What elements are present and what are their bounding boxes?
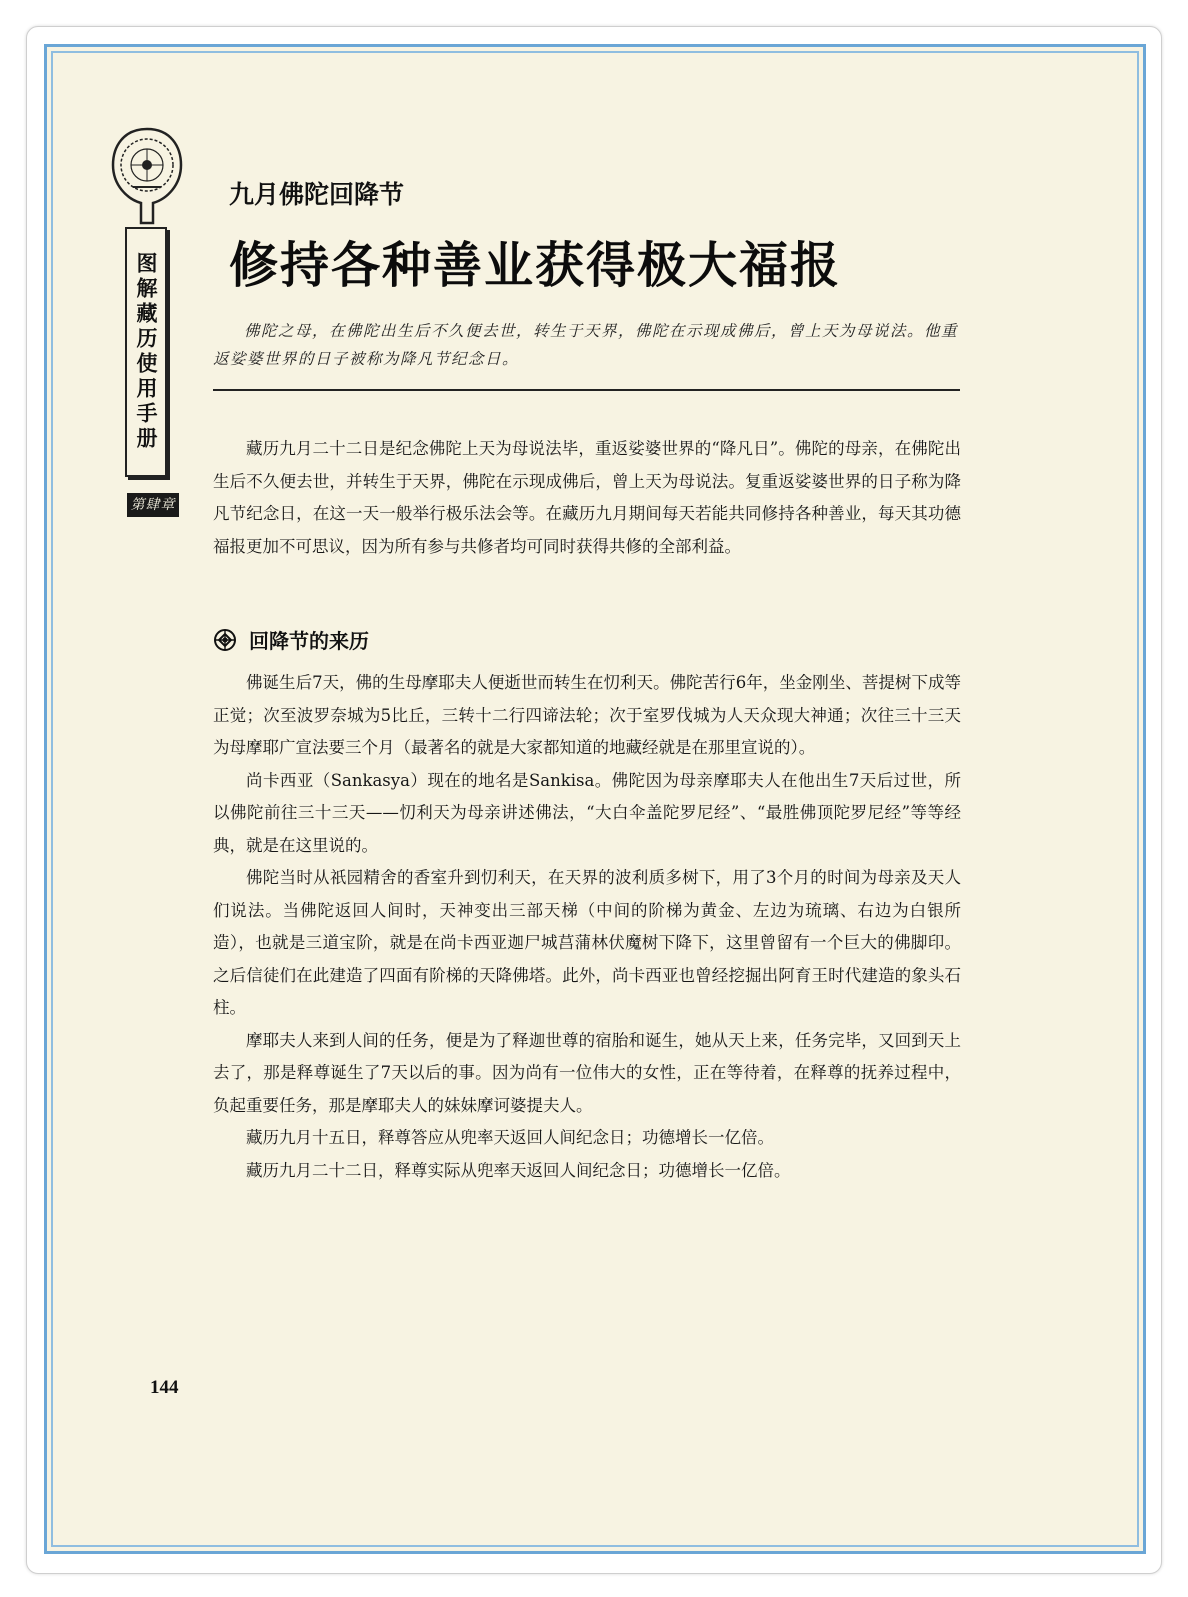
lead-text-block	[213, 433, 961, 563]
section-paragraph: 尚卡西亚（Sankasya）现在的地名是Sankisa。佛陀因为母亲摩耶夫人在他出生7天后过世，所以佛陀前往三十三天——忉利天为母亲讲述佛法，“大白伞盖陀罗尼经”、“最胜佛顶陀罗尼经”等等经典，就是在这里说的。	[213, 770, 961, 855]
section-text-block	[213, 667, 961, 1187]
endless-knot-icon	[213, 628, 237, 652]
article-subtitle: 九月佛陀回降节	[229, 180, 405, 209]
section-paragraph: 佛陀当时从祇园精舍的香室升到忉利天，在天界的波利质多树下，用了3个月的时间为母亲及天人们说法。当佛陀返回人间时，天神变出三部天梯（中间的阶梯为黄金、左边为琉璃、右边为白银所造），也就是三道宝阶，就是在尚卡西亚迦尸城莒蒲林伏魔树下降下，这里曾留有一个巨大的佛脚印。之后信徒们在此建造了四面有阶梯的天降佛塔。此外，尚卡西亚也曾经挖掘出阿育王时代建造的象头石柱。	[213, 868, 961, 1017]
vertical-book-title	[125, 227, 167, 477]
section-paragraph: 摩耶夫人来到人间的任务，便是为了释迦世尊的宿胎和诞生，她从天上来，任务完毕，又回到天上去了，那是释尊诞生了7天以后的事。因为尚有一位伟大的女性，正在等待着，在释尊的抚养过程中，负起重要任务，那是摩耶夫人的妹妹摩诃婆提夫人。	[213, 1030, 961, 1115]
page-number: 144	[150, 1377, 179, 1398]
book-page	[44, 44, 1146, 1554]
section-heading-text: 回降节的来历	[249, 629, 369, 653]
round-seal-emblem-icon	[111, 127, 183, 233]
lead-paragraph: 藏历九月二十二日是纪念佛陀上天为母说法毕，重返娑婆世界的“降凡日”。佛陀的母亲，在佛陀出生后不久便去世，并转生于天界，佛陀在示现成佛后，曾上天为母说法。复重返娑婆世界的日子称为降凡节纪念日，在这一天一般举行极乐法会等。在藏历九月期间每天若能共同修持各种善业，每天其功德福报更加不可思议，因为所有参与共修者均可同时获得共修的全部利益。	[213, 439, 961, 556]
section-paragraph: 藏历九月十五日，释尊答应从兜率天返回人间纪念日；功德增长一亿倍。	[246, 1128, 774, 1147]
intro-paragraph: 佛陀之母，在佛陀出生后不久便去世，转生于天界，佛陀在示现成佛后，曾上天为母说法。他重返娑婆世界的日子被称为降凡节纪念日。	[213, 322, 959, 368]
chapter-badge: 第肆章	[127, 493, 179, 517]
divider-rule	[213, 389, 960, 391]
article-title: 修持各种善业获得极大福报	[229, 236, 842, 294]
section-paragraph: 佛诞生后7天，佛的生母摩耶夫人便逝世而转生在忉利天。佛陀苦行6年，坐金刚坐、菩提树下成等正觉；次至波罗奈城为5比丘，三转十二行四谛法轮；次于室罗伐城为人天众现大神通；次往三十三天为母摩耶广宣法要三个月（最著名的就是大家都知道的地藏经就是在那里宣说的）。	[213, 673, 961, 757]
section-paragraph: 藏历九月二十二日，释尊实际从兜率天返回人间纪念日；功德增长一亿倍。	[246, 1160, 791, 1180]
section-heading	[213, 625, 369, 654]
book-title-text: 图解藏历使用手册	[134, 252, 159, 452]
